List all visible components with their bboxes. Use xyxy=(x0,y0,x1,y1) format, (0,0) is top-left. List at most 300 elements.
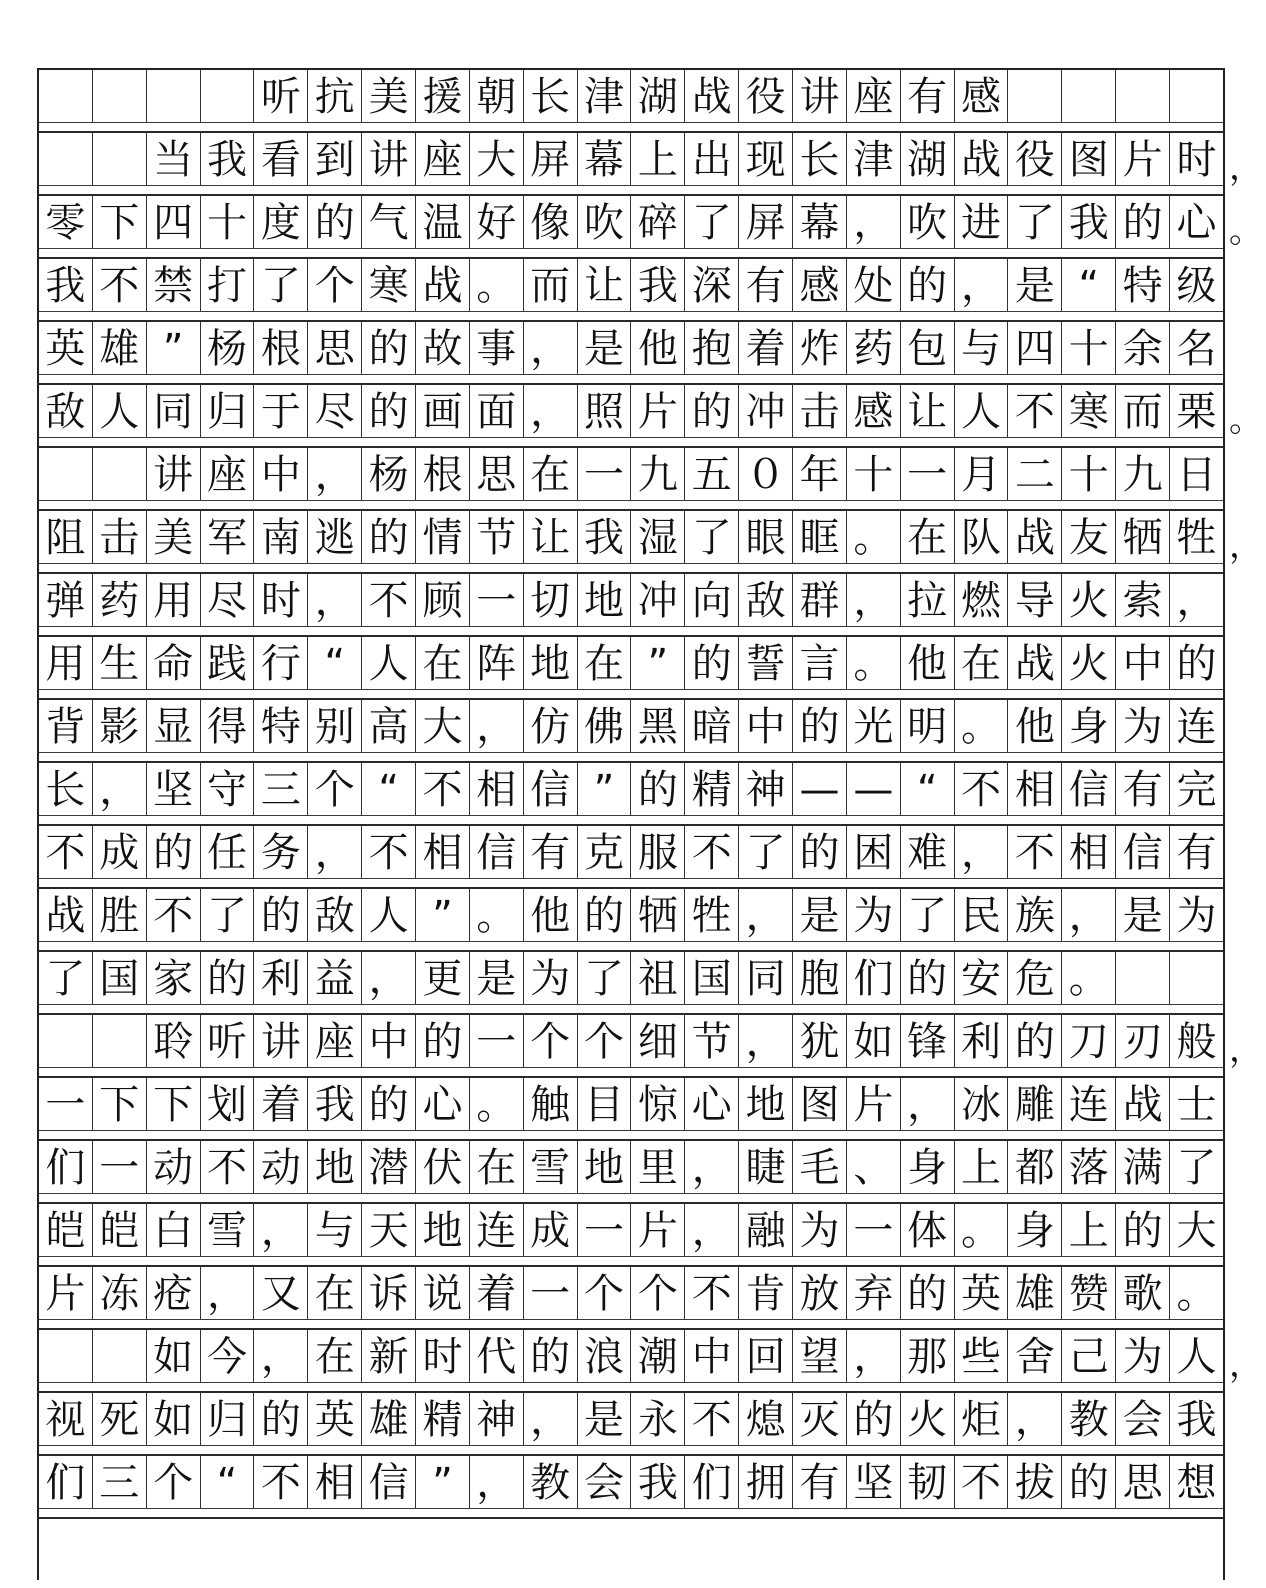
grid-cell: 明 xyxy=(901,700,955,753)
grid-cell: 今 xyxy=(201,1330,255,1383)
grid-cell: 年 xyxy=(793,448,847,501)
grid-cell xyxy=(93,133,147,186)
grid-cell: 他 xyxy=(901,637,955,690)
grid-cell: 冻 xyxy=(93,1267,147,1320)
grid-cell: 不 xyxy=(955,763,1009,816)
grid-cell: 永 xyxy=(631,1393,685,1446)
grid-cell: 个 xyxy=(147,1456,201,1509)
grid-cell: 国 xyxy=(93,952,147,1005)
grid-cell: 。 xyxy=(847,511,901,564)
grid-cell: 逃 xyxy=(308,511,362,564)
grid-cell: 座 xyxy=(308,1015,362,1068)
grid-cell: 的 xyxy=(362,385,416,438)
grid-cell: 九 xyxy=(1116,448,1170,501)
grid-cell: 月 xyxy=(955,448,1009,501)
grid-cell: 寒 xyxy=(1062,385,1116,438)
grid-cell: 击 xyxy=(93,511,147,564)
grid-cell: 情 xyxy=(416,511,470,564)
grid-cell: 了 xyxy=(901,889,955,942)
grid-cell: 友 xyxy=(1062,511,1116,564)
grid-cell: ” xyxy=(631,637,685,690)
grid-cell: 是 xyxy=(1116,889,1170,942)
grid-cell: “ xyxy=(1062,259,1116,312)
grid-cell: 成 xyxy=(93,826,147,879)
row-gap xyxy=(39,878,1223,887)
row-gap xyxy=(39,689,1223,698)
row-gap xyxy=(39,1508,1223,1517)
grid-cell: 归 xyxy=(201,385,255,438)
grid-cell: 大 xyxy=(1176,1207,1217,1254)
grid-cell: 的 xyxy=(1008,1015,1062,1068)
grid-cell: 四 xyxy=(1008,322,1062,375)
grid-cell: 我 xyxy=(631,1456,685,1509)
grid-cell: 根 xyxy=(254,322,308,375)
grid-cell: 同 xyxy=(147,385,201,438)
row-gap xyxy=(39,248,1223,257)
grid-cell: 诉 xyxy=(362,1267,416,1320)
text-row xyxy=(39,952,1223,1015)
grid-cell: 的 xyxy=(793,700,847,753)
grid-cell: 长 xyxy=(39,763,93,816)
grid-cell: 战 xyxy=(416,259,470,312)
grid-cell: 安 xyxy=(955,952,1009,1005)
grid-cell: 皑 xyxy=(93,1204,147,1257)
grid-cell: 了 xyxy=(1176,1144,1217,1191)
grid-cell: 的 xyxy=(578,889,632,942)
grid-cell: 毛 xyxy=(793,1141,847,1194)
grid-cell: 高 xyxy=(362,700,416,753)
grid-cell: “ xyxy=(362,763,416,816)
grid-cell: 一 xyxy=(39,1078,93,1131)
grid-cell: 有 xyxy=(793,1456,847,1509)
grid-cell: ， xyxy=(955,259,1009,312)
grid-cell: 栗 xyxy=(1176,388,1217,435)
grid-cell: 的 xyxy=(685,637,739,690)
grid-cell: 不 xyxy=(685,1393,739,1446)
grid-cell: 守 xyxy=(201,763,255,816)
grid-cell: 阵 xyxy=(470,637,524,690)
grid-cell: ， xyxy=(1062,889,1116,942)
grid-cell: 是 xyxy=(578,322,632,375)
grid-cell: 坚 xyxy=(847,1456,901,1509)
grid-cell: 睫 xyxy=(739,1141,793,1194)
grid-cell xyxy=(1170,70,1223,123)
grid-cell: 。 xyxy=(470,1078,524,1131)
row-gap xyxy=(39,311,1223,320)
grid-cell: 人 xyxy=(955,385,1009,438)
grid-cell: 了 xyxy=(254,259,308,312)
grid-cell xyxy=(93,1330,147,1383)
grid-cell xyxy=(39,70,93,123)
grid-cell: 利 xyxy=(254,952,308,1005)
grid-cell: 行 xyxy=(254,637,308,690)
grid-cell: 一 xyxy=(524,1267,578,1320)
grid-cell: 不 xyxy=(93,259,147,312)
grid-cell: 的 xyxy=(524,1330,578,1383)
grid-cell: 潮 xyxy=(631,1330,685,1383)
grid-cell: 三 xyxy=(93,1456,147,1509)
grid-cell xyxy=(1008,70,1062,123)
grid-cell: 片 xyxy=(631,385,685,438)
grid-cell: 中 xyxy=(685,1330,739,1383)
grid-cell: 有 xyxy=(901,70,955,123)
grid-cell: 背 xyxy=(39,700,93,753)
grid-cell: 信 xyxy=(524,763,578,816)
grid-cell: 看 xyxy=(254,133,308,186)
grid-cell: 歌 xyxy=(1116,1267,1170,1320)
grid-cell: 眼 xyxy=(739,511,793,564)
grid-cell: 雪 xyxy=(201,1204,255,1257)
grid-cell: 我 xyxy=(39,259,93,312)
grid-cell: 惊 xyxy=(631,1078,685,1131)
grid-cell: ， xyxy=(685,1141,739,1194)
grid-cell: 中 xyxy=(1116,637,1170,690)
grid-cell: 目 xyxy=(578,1078,632,1131)
grid-cell: 听 xyxy=(201,1015,255,1068)
grid-cell: 了 xyxy=(685,511,739,564)
grid-cell xyxy=(93,70,147,123)
grid-cell: 灭 xyxy=(793,1393,847,1446)
grid-cell: 不 xyxy=(955,1456,1009,1509)
grid-cell: 更 xyxy=(416,952,470,1005)
text-row xyxy=(39,826,1223,889)
grid-cell: — xyxy=(793,763,847,816)
grid-cell: ， xyxy=(254,1204,308,1257)
text-row xyxy=(39,1393,1223,1456)
grid-cell: 药 xyxy=(847,322,901,375)
grid-cell: 。 xyxy=(470,259,524,312)
grid-cell: 三 xyxy=(254,763,308,816)
grid-cell: 下 xyxy=(93,196,147,249)
row-gap xyxy=(39,437,1223,446)
row-gap xyxy=(39,1319,1223,1328)
grid-cell: 让 xyxy=(524,511,578,564)
grid-cell: ， xyxy=(308,574,362,627)
grid-cell: 些 xyxy=(955,1330,1009,1383)
grid-cell: 冲 xyxy=(739,385,793,438)
grid-cell: 们 xyxy=(685,1456,739,1509)
grid-cell xyxy=(93,1015,147,1068)
grid-cell: 时 xyxy=(254,574,308,627)
grid-cell: 用 xyxy=(147,574,201,627)
grid-cell: 是 xyxy=(470,952,524,1005)
grid-cell xyxy=(93,448,147,501)
grid-cell: 体 xyxy=(901,1204,955,1257)
grid-cell: 切 xyxy=(524,574,578,627)
grid-cell: 赞 xyxy=(1062,1267,1116,1320)
grid-cell: 成 xyxy=(524,1204,578,1257)
grid-cell: 地 xyxy=(524,637,578,690)
grid-cell: 南 xyxy=(254,511,308,564)
grid-cell xyxy=(1116,952,1170,1005)
grid-cell: 益 xyxy=(308,952,362,1005)
grid-cell: 务 xyxy=(254,826,308,879)
grid-cell: 为 xyxy=(847,889,901,942)
grid-cell: 在 xyxy=(308,1330,362,1383)
grid-cell: 役 xyxy=(739,70,793,123)
grid-cell: 的 xyxy=(254,1393,308,1446)
grid-cell: 火 xyxy=(1062,574,1116,627)
grid-cell: ， xyxy=(308,448,362,501)
grid-cell: 出 xyxy=(685,133,739,186)
grid-cell: 燃 xyxy=(955,574,1009,627)
grid-cell xyxy=(1170,952,1223,1005)
grid-cell: 战 xyxy=(1116,1078,1170,1131)
grid-cell: 想 xyxy=(1176,1459,1217,1506)
text-row xyxy=(39,574,1223,637)
grid-cell: 了 xyxy=(201,889,255,942)
grid-cell: 吹 xyxy=(578,196,632,249)
grid-cell: 不 xyxy=(201,1141,255,1194)
grid-cell: 不 xyxy=(1008,385,1062,438)
grid-cell: 同 xyxy=(739,952,793,1005)
grid-cell: 家 xyxy=(147,952,201,1005)
grid-cell xyxy=(39,1330,93,1383)
grid-cell: 深 xyxy=(685,259,739,312)
grid-cell: 锋 xyxy=(901,1015,955,1068)
grid-cell: 己 xyxy=(1062,1330,1116,1383)
grid-cell: 为 xyxy=(524,952,578,1005)
grid-cell: 让 xyxy=(578,259,632,312)
grid-cell: 士 xyxy=(1176,1081,1217,1128)
grid-cell: 片 xyxy=(1116,133,1170,186)
grid-cell: 冲 xyxy=(631,574,685,627)
grid-cell: 大 xyxy=(470,133,524,186)
grid-cell: 胜 xyxy=(93,889,147,942)
grid-cell: 潜 xyxy=(362,1141,416,1194)
grid-cell: 有 xyxy=(739,259,793,312)
grid-cell: 根 xyxy=(416,448,470,501)
grid-cell: 地 xyxy=(578,574,632,627)
text-row xyxy=(39,1015,1263,1078)
grid-cell: 牺 xyxy=(1116,511,1170,564)
grid-cell: 暗 xyxy=(685,700,739,753)
grid-cell: 照 xyxy=(578,385,632,438)
grid-cell: 余 xyxy=(1116,322,1170,375)
grid-cell: 着 xyxy=(254,1078,308,1131)
grid-cell: 相 xyxy=(416,826,470,879)
grid-cell: 战 xyxy=(1008,637,1062,690)
grid-cell: 伏 xyxy=(416,1141,470,1194)
grid-cell: 言 xyxy=(793,637,847,690)
text-row xyxy=(39,1141,1223,1204)
grid-cell: 相 xyxy=(308,1456,362,1509)
grid-cell: 的 xyxy=(793,826,847,879)
grid-cell: 上 xyxy=(631,133,685,186)
grid-cell: 信 xyxy=(470,826,524,879)
grid-cell: 国 xyxy=(685,952,739,1005)
grid-cell: 的 xyxy=(631,763,685,816)
grid-cell: 打 xyxy=(201,259,255,312)
grid-cell: 一 xyxy=(93,1141,147,1194)
grid-cell: 禁 xyxy=(147,259,201,312)
grid-cell: 聆 xyxy=(147,1015,201,1068)
grid-cell: ０ xyxy=(739,448,793,501)
grid-cell: ” xyxy=(416,1456,470,1509)
grid-cell: 幕 xyxy=(793,196,847,249)
grid-cell: 有 xyxy=(1116,763,1170,816)
grid-cell: 神 xyxy=(470,1393,524,1446)
text-row xyxy=(39,322,1223,385)
grid-cell: 美 xyxy=(147,511,201,564)
grid-cell: ， xyxy=(524,385,578,438)
grid-cell: 心 xyxy=(416,1078,470,1131)
grid-cell: 们 xyxy=(39,1456,93,1509)
grid-cell: 好 xyxy=(470,196,524,249)
grid-cell: 与 xyxy=(955,322,1009,375)
grid-cell: 的 xyxy=(362,511,416,564)
grid-cell: 划 xyxy=(201,1078,255,1131)
text-row xyxy=(39,763,1223,826)
grid-cell: 服 xyxy=(631,826,685,879)
text-row xyxy=(39,133,1263,196)
grid-cell: 名 xyxy=(1176,325,1217,372)
grid-cell: 碎 xyxy=(631,196,685,249)
grid-cell: 别 xyxy=(308,700,362,753)
grid-cell: ， xyxy=(847,196,901,249)
grid-cell: 危 xyxy=(1008,952,1062,1005)
grid-cell: 思 xyxy=(470,448,524,501)
grid-cell: 的 xyxy=(901,259,955,312)
grid-cell: 拉 xyxy=(901,574,955,627)
grid-cell xyxy=(147,70,201,123)
grid-cell: 大 xyxy=(416,700,470,753)
grid-cell: ， xyxy=(955,826,1009,879)
grid-cell: 。 xyxy=(847,637,901,690)
grid-cell: 他 xyxy=(524,889,578,942)
grid-cell: 杨 xyxy=(201,322,255,375)
grid-cell: 与 xyxy=(308,1204,362,1257)
grid-cell: 不 xyxy=(685,1267,739,1320)
grid-cell: ” xyxy=(578,763,632,816)
grid-cell: 不 xyxy=(362,574,416,627)
grid-cell: 十 xyxy=(1062,448,1116,501)
grid-cell: 人 xyxy=(362,889,416,942)
grid-cell: 中 xyxy=(254,448,308,501)
row-gap xyxy=(39,185,1223,194)
grid-cell: ， xyxy=(470,700,524,753)
grid-cell: 人 xyxy=(362,637,416,690)
grid-cell: 像 xyxy=(524,196,578,249)
grid-cell: 思 xyxy=(1116,1456,1170,1509)
grid-cell: 连 xyxy=(1062,1078,1116,1131)
grid-cell: 战 xyxy=(955,133,1009,186)
grid-cell: 一 xyxy=(847,1204,901,1257)
grid-cell: 难 xyxy=(901,826,955,879)
grid-cell: 的 xyxy=(847,1393,901,1446)
grid-cell: 一 xyxy=(470,1015,524,1068)
grid-cell: 处 xyxy=(847,259,901,312)
grid-cell: 雄 xyxy=(1008,1267,1062,1320)
grid-cell: 疮 xyxy=(147,1267,201,1320)
grid-cell: 都 xyxy=(1008,1141,1062,1194)
grid-cell: 的 xyxy=(416,1015,470,1068)
grid-cell: 的 xyxy=(201,952,255,1005)
grid-cell: 精 xyxy=(416,1393,470,1446)
grid-cell: 级 xyxy=(1176,262,1217,309)
grid-cell: 英 xyxy=(308,1393,362,1446)
grid-cell: 地 xyxy=(739,1078,793,1131)
grid-cell: 节 xyxy=(685,1015,739,1068)
grid-cell: 精 xyxy=(685,763,739,816)
grid-cell: 津 xyxy=(578,70,632,123)
grid-cell: ， xyxy=(739,1015,793,1068)
grid-cell: 我 xyxy=(201,133,255,186)
grid-cell: 的 xyxy=(308,196,362,249)
text-row xyxy=(39,637,1223,700)
grid-cell: 他 xyxy=(1008,700,1062,753)
grid-cell: 触 xyxy=(524,1078,578,1131)
grid-cell: 一 xyxy=(578,1204,632,1257)
grid-cell: 放 xyxy=(793,1267,847,1320)
grid-cell: ， xyxy=(901,1078,955,1131)
grid-cell: 火 xyxy=(901,1393,955,1446)
grid-cell: 顾 xyxy=(416,574,470,627)
grid-cell: 上 xyxy=(1062,1204,1116,1257)
grid-cell: 的 xyxy=(901,1267,955,1320)
grid-cell: 完 xyxy=(1176,766,1217,813)
grid-cell: 雄 xyxy=(93,322,147,375)
grid-cell: ” xyxy=(416,889,470,942)
grid-cell: 在 xyxy=(470,1141,524,1194)
grid-cell: 我 xyxy=(1176,1396,1217,1443)
grid-cell: 肯 xyxy=(739,1267,793,1320)
grid-cell: 动 xyxy=(147,1141,201,1194)
grid-cell: ， xyxy=(93,763,147,816)
grid-cell: 神 xyxy=(739,763,793,816)
grid-cell: 动 xyxy=(254,1141,308,1194)
grid-cell: 导 xyxy=(1008,574,1062,627)
grid-cell: 显 xyxy=(147,700,201,753)
row-gap xyxy=(39,626,1223,635)
grid-cell: 讲 xyxy=(147,448,201,501)
grid-cell: 敌 xyxy=(739,574,793,627)
grid-cell: 个 xyxy=(308,763,362,816)
row-gap xyxy=(39,1256,1223,1265)
grid-cell: 是 xyxy=(1008,259,1062,312)
grid-cell: 援 xyxy=(416,70,470,123)
grid-cell: 浪 xyxy=(578,1330,632,1383)
grid-cell: 。 xyxy=(955,1204,1009,1257)
grid-cell: 个 xyxy=(524,1015,578,1068)
grid-cell: 战 xyxy=(1008,511,1062,564)
grid-cell: 不 xyxy=(147,889,201,942)
grid-cell: 座 xyxy=(416,133,470,186)
grid-cell: 仿 xyxy=(524,700,578,753)
margin-punctuation: ， xyxy=(1229,1345,1263,1385)
grid-cell: 死 xyxy=(93,1393,147,1446)
grid-cell: 牲 xyxy=(685,889,739,942)
grid-cell: 了 xyxy=(685,196,739,249)
grid-cell: ， xyxy=(308,826,362,879)
grid-cell: 的 xyxy=(1116,1204,1170,1257)
text-row xyxy=(39,889,1223,952)
grid-cell: 到 xyxy=(308,133,362,186)
grid-cell: 画 xyxy=(416,385,470,438)
grid-cell: 炸 xyxy=(793,322,847,375)
title-row xyxy=(39,70,1223,133)
grid-cell: 有 xyxy=(1176,829,1217,876)
grid-cell xyxy=(201,70,255,123)
grid-cell: 身 xyxy=(1062,700,1116,753)
grid-cell: 舍 xyxy=(1008,1330,1062,1383)
grid-cell: 说 xyxy=(416,1267,470,1320)
grid-cell: 践 xyxy=(201,637,255,690)
grid-cell: 心 xyxy=(1176,199,1217,246)
grid-cell: 的 xyxy=(1116,196,1170,249)
grid-cell: 视 xyxy=(39,1393,93,1446)
grid-cell: 英 xyxy=(955,1267,1009,1320)
